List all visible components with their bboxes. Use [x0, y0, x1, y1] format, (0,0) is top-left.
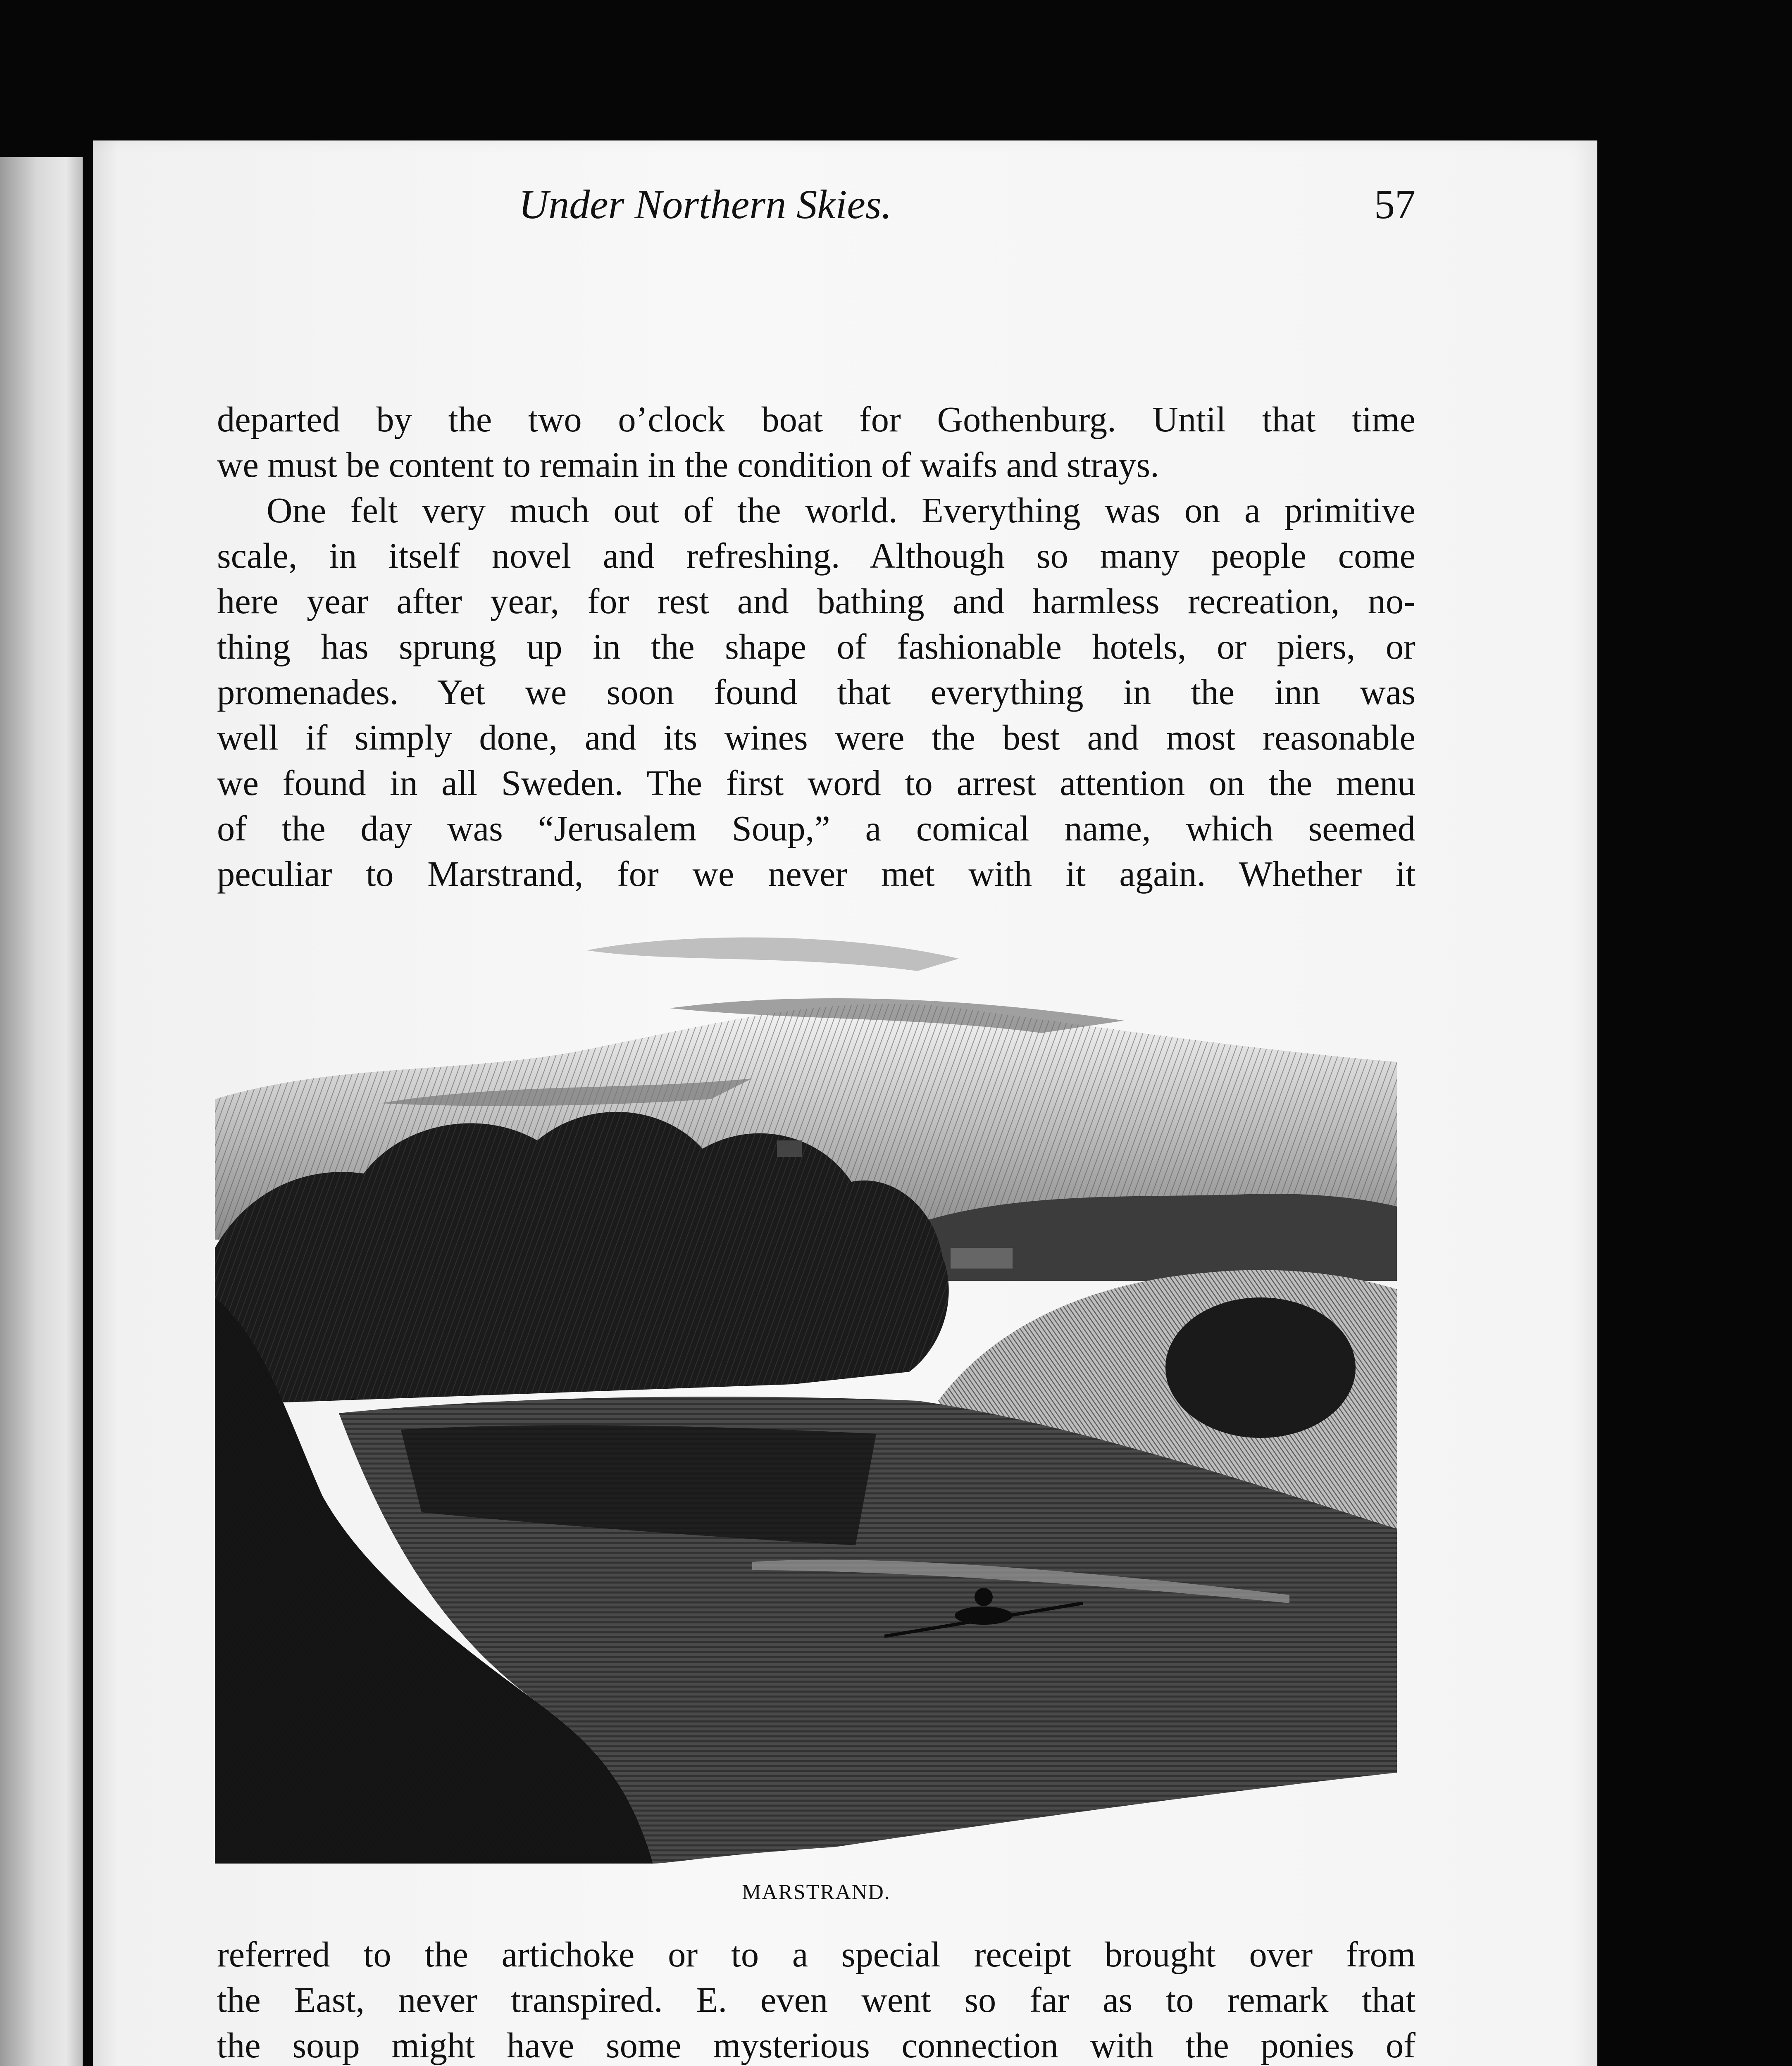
- text-line: the East, never transpired. E. even went so far as to remark that: [217, 1980, 1415, 2020]
- text-block-bottom: [217, 1932, 1415, 2066]
- text-line: well if simply done, and its wines were the best and most reasonable: [217, 718, 1415, 757]
- text-line: of the day was “Jerusalem Soup,” a comical name, which seemed: [217, 809, 1415, 848]
- page-number: 57: [1374, 181, 1415, 227]
- text-line: scale, in itself novel and refreshing. Although so many people come: [217, 536, 1415, 576]
- text-line: One felt very much out of the world. Everything was on a primitive: [267, 490, 1415, 530]
- marstrand-engraving: [215, 926, 1397, 1864]
- illustration-caption: MARSTRAND.: [742, 1880, 891, 1904]
- text-line: the soup might have some mysterious connection with the ponies of: [217, 2026, 1415, 2065]
- engraving-image: [215, 926, 1397, 1864]
- text-block-top: [217, 397, 1415, 897]
- text-line: peculiar to Marstrand, for we never met with it again. Whether it: [217, 854, 1415, 894]
- running-head: Under Northern Skies.: [519, 181, 892, 227]
- text-line: referred to the artichoke or to a special receipt brought over from: [217, 1935, 1415, 1974]
- text-line: departed by the two o’clock boat for Gothenburg. Until that time: [217, 400, 1415, 439]
- page-header: [519, 176, 1415, 242]
- text-line: thing has sprung up in the shape of fashionable hotels, or piers, or: [217, 627, 1415, 666]
- previous-page-edge: [0, 157, 83, 2066]
- text-line: we must be content to remain in the condition of waifs and strays.: [217, 445, 1159, 485]
- text-line: promenades. Yet we soon found that everything in the inn was: [217, 672, 1415, 712]
- text-line: here year after year, for rest and bathing and harmless recreation, no-: [217, 581, 1415, 621]
- text-line: we found in all Sweden. The first word to arrest attention on the menu: [217, 763, 1415, 803]
